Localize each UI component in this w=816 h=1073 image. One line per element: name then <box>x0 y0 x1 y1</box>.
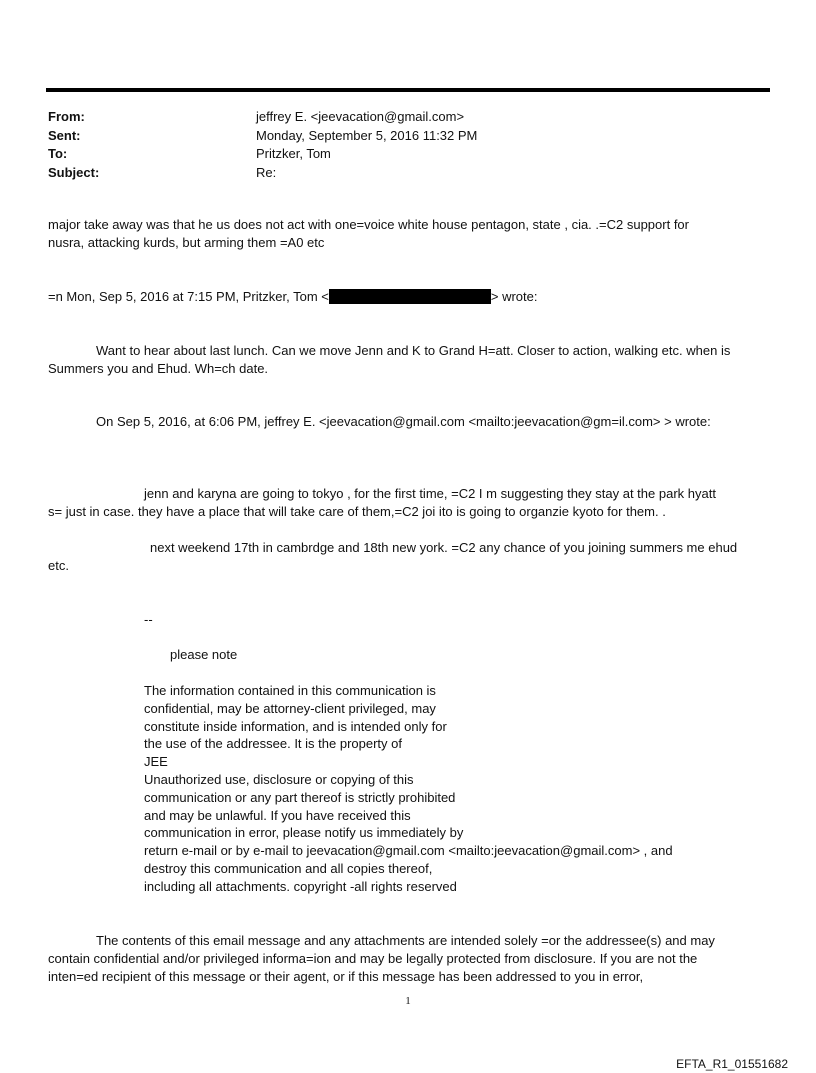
disclaimer-line: confidential, may be attorney-client privileged, may <box>144 700 436 716</box>
quote-header-2: On Sep 5, 2016, at 6:06 PM, jeffrey E. <jeevacation@gmail.com <mailto:jeevacation@gm=il.com> > wrote: <box>96 414 711 429</box>
disclaimer-line: JEE <box>144 754 168 770</box>
reply-line-2: nusra, attacking kurds, but arming them =A0 etc <box>48 235 325 250</box>
quoted-paragraph-2 <box>48 485 716 521</box>
disclaimer-line: the use of the addressee. It is the property of <box>144 736 402 752</box>
signature-dash: -- <box>144 612 153 627</box>
contents-line-3: inten=ed recipient of this message or their agent, or if this message has been addressed to you in error, <box>48 969 644 984</box>
reply-paragraph <box>48 216 689 252</box>
quoted-3-line-1: next weekend 17th in cambrdge and 18th new york. =C2 any chance of you joining summers me ehud <box>150 540 738 555</box>
quote-header-1-after: > wrote: <box>490 289 538 304</box>
from-label: From: <box>48 109 85 124</box>
reply-line-1: major take away was that he us does not act with one=voice white house pentagon, state , cia. .=C2 support for <box>48 217 689 232</box>
disclaimer-line: return e-mail or by e-mail to jeevacation@gmail.com <mailto:jeevacation@gmail.com> , and <box>144 843 673 859</box>
contents-line-2: contain confidential and/or privileged informa=ion and may be legally protected from disclosure. If you are not the <box>48 951 698 966</box>
quoted-1-line-2: Summers you and Ehud. Wh=ch date. <box>48 361 269 376</box>
to-value: Pritzker, Tom <box>256 146 331 161</box>
quoted-1-line-1: Want to hear about last lunch. Can we move Jenn and K to Grand H=att. Closer to action, walking etc. when is <box>96 343 731 358</box>
header-divider-rule <box>46 88 770 92</box>
disclaimer-line: communication or any part thereof is strictly prohibited <box>144 789 456 805</box>
quoted-2-line-2: s= just in case. they have a place that will take care of them,=C2 joi ito is going to organzie kyoto for them. . <box>48 504 666 519</box>
quoted-3-line-2: etc. <box>48 558 69 573</box>
redaction-box <box>329 289 491 304</box>
disclaimer-line: constitute inside information, and is intended only for <box>144 718 447 734</box>
sent-value: Monday, September 5, 2016 11:32 PM <box>256 127 478 143</box>
subject-label: Subject: <box>48 164 100 180</box>
disclaimer-line: and may be unlawful. If you have received this <box>144 807 411 823</box>
quote-header-1 <box>48 288 537 306</box>
please-note: please note <box>170 647 238 662</box>
quoted-paragraph-1 <box>48 342 730 378</box>
disclaimer-block <box>144 682 673 896</box>
disclaimer-line: including all attachments. copyright -all rights reserved <box>144 878 457 894</box>
quoted-paragraph-3 <box>48 539 737 575</box>
subject-value: Re: <box>256 164 277 180</box>
quoted-2-line-1: jenn and karyna are going to tokyo , for the first time, =C2 I m suggesting they stay at the park hyatt <box>144 486 716 501</box>
to-label: To: <box>48 146 68 161</box>
disclaimer-line: communication in error, please notify us immediately by <box>144 825 464 841</box>
sent-label: Sent: <box>48 127 81 143</box>
document-id: EFTA_R1_01551682 <box>676 1057 788 1071</box>
disclaimer-line: The information contained in this communication is <box>144 683 436 698</box>
quote-header-1-before: =n Mon, Sep 5, 2016 at 7:15 PM, Pritzker, Tom < <box>48 289 329 304</box>
disclaimer-line: Unauthorized use, disclosure or copying of this <box>144 771 414 787</box>
contents-disclaimer <box>48 932 715 986</box>
contents-line-1: The contents of this email message and any attachments are intended solely =or the addressee(s) and may <box>96 933 715 948</box>
page-number: 1 <box>405 995 411 1007</box>
disclaimer-line: destroy this communication and all copies thereof, <box>144 860 433 876</box>
from-value: jeffrey E. <jeevacation@gmail.com> <box>256 109 465 124</box>
